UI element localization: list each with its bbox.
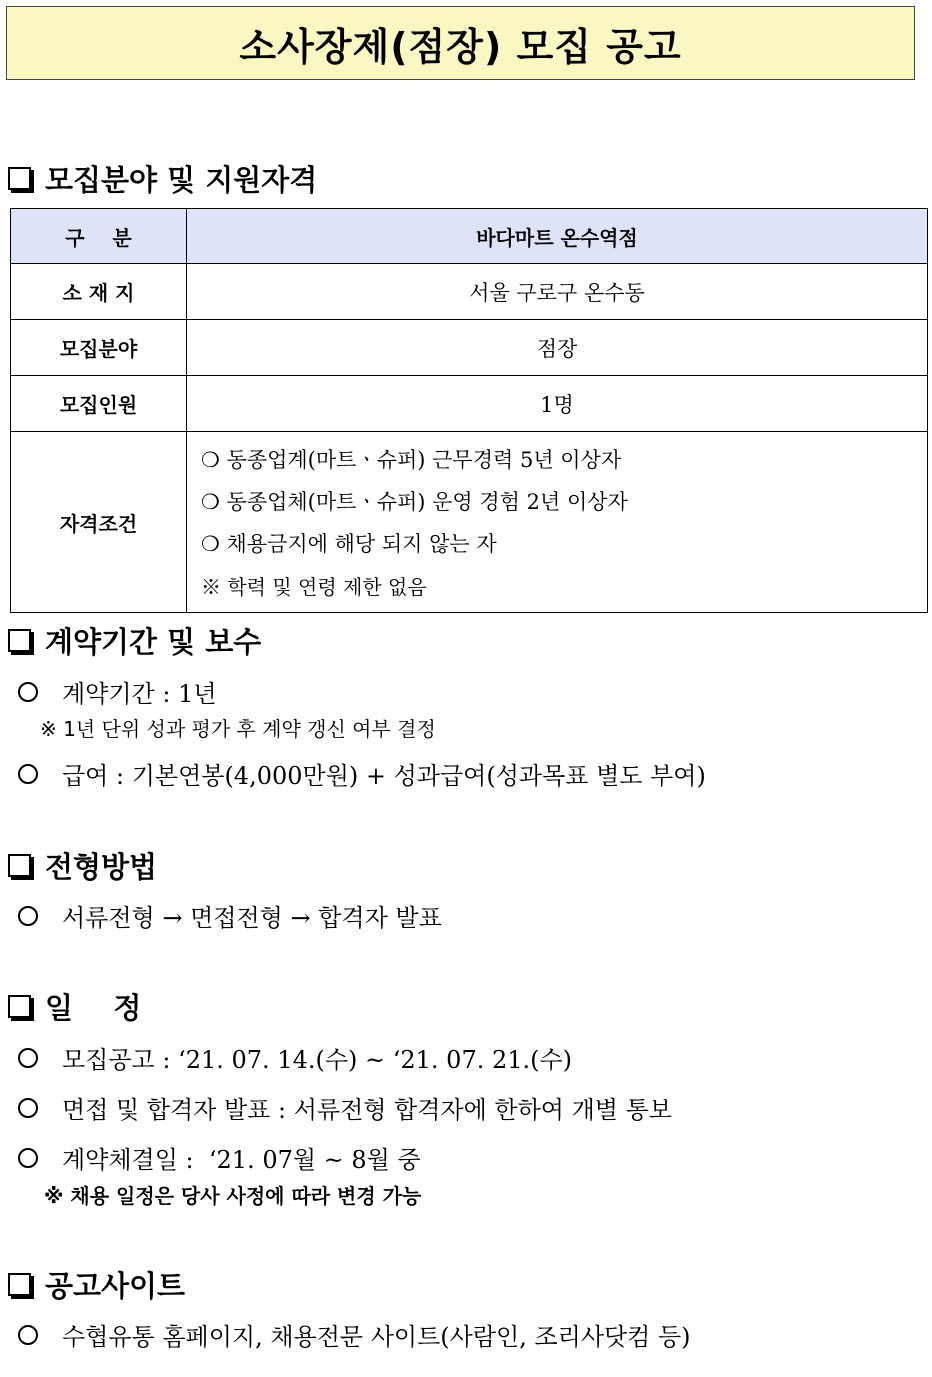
section-heading-process bbox=[6, 847, 157, 883]
schedule-interview-line bbox=[18, 1090, 672, 1125]
table-row bbox=[11, 320, 928, 376]
contract-period-line bbox=[18, 674, 217, 709]
row-value-location: 서울 구로구 온수동 bbox=[187, 264, 928, 320]
checkbox-square-icon bbox=[8, 167, 31, 190]
circle-bullet-icon bbox=[18, 1148, 38, 1168]
contract-period-note: ※ 1년 단위 성과 평가 후 계약 갱신 여부 결정 bbox=[40, 717, 436, 741]
row-label-headcount: 모집인원 bbox=[11, 376, 187, 432]
schedule-posting: 모집공고 : ‘21. 07. 14.(수) ~ ‘21. 07. 21.(수) bbox=[62, 1046, 573, 1074]
section-heading-recruitment bbox=[6, 160, 317, 196]
section-heading-contract bbox=[6, 622, 261, 658]
sites-line bbox=[18, 1317, 691, 1352]
checkbox-square-icon bbox=[8, 629, 31, 652]
circle-bullet-icon bbox=[18, 1048, 38, 1068]
circle-bullet-icon bbox=[18, 682, 38, 702]
section-title: 전형방법 bbox=[45, 849, 158, 884]
schedule-interview: 면접 및 합격자 발표 : 서류전형 합격자에 한하여 개별 통보 bbox=[62, 1096, 672, 1124]
table-row bbox=[11, 264, 928, 320]
process-line bbox=[18, 898, 442, 933]
checkbox-square-icon bbox=[8, 854, 31, 877]
section-heading-sites bbox=[6, 1266, 185, 1302]
circle-bullet-icon bbox=[18, 764, 38, 784]
qualification-item: ❍ 채용금지에 해당 되지 않는 자 bbox=[201, 532, 497, 556]
table-row bbox=[11, 432, 928, 613]
table-header-row bbox=[11, 209, 928, 264]
section-title: 계약기간 및 보수 bbox=[45, 624, 262, 659]
contract-period: 계약기간 : 1년 bbox=[62, 680, 217, 708]
section-heading-schedule bbox=[6, 988, 141, 1024]
table-header-label: 구 분 bbox=[11, 209, 187, 264]
row-label-location: 소 재 지 bbox=[11, 264, 187, 320]
schedule-contract: 계약체결일 : ‘21. 07월 ~ 8월 중 bbox=[62, 1146, 421, 1174]
table-header-value: 바다마트 온수역점 bbox=[187, 209, 928, 264]
schedule-contract-line bbox=[18, 1140, 421, 1175]
row-label-qualifications: 자격조건 bbox=[11, 432, 187, 613]
circle-bullet-icon bbox=[18, 1325, 38, 1345]
qualification-item: ❍ 동종업계(마트ㆍ슈퍼) 근무경력 5년 이상자 bbox=[201, 448, 622, 472]
recruitment-table bbox=[10, 208, 928, 613]
row-label-field: 모집분야 bbox=[11, 320, 187, 376]
schedule-posting-line bbox=[18, 1040, 572, 1075]
section-title: 일 정 bbox=[45, 990, 142, 1025]
section-title: 모집분야 및 지원자격 bbox=[45, 162, 318, 197]
table-row bbox=[11, 376, 928, 432]
qualification-item: ❍ 동종업체(마트ㆍ슈퍼) 운영 경험 2년 이상자 bbox=[201, 490, 628, 514]
section-title: 공고사이트 bbox=[45, 1268, 186, 1303]
checkbox-square-icon bbox=[8, 1273, 31, 1296]
circle-bullet-icon bbox=[18, 906, 38, 926]
schedule-note: ※ 채용 일정은 당사 사정에 따라 변경 가능 bbox=[44, 1184, 422, 1208]
page-title: 소사장제(점장) 모집 공고 bbox=[6, 6, 915, 80]
row-value-field: 점장 bbox=[187, 320, 928, 376]
sites-text: 수협유통 홈페이지, 채용전문 사이트(사람인, 조리사닷컴 등) bbox=[62, 1323, 691, 1351]
row-value-headcount: 1명 bbox=[187, 376, 928, 432]
checkbox-square-icon bbox=[8, 995, 31, 1018]
qualification-note: ※ 학력 및 연령 제한 없음 bbox=[201, 574, 427, 599]
qualifications-cell bbox=[187, 432, 928, 613]
salary-line bbox=[18, 756, 706, 791]
salary: 급여 : 기본연봉(4,000만원) + 성과급여(성과목표 별도 부여) bbox=[62, 762, 706, 790]
process-steps: 서류전형 → 면접전형 → 합격자 발표 bbox=[62, 904, 442, 932]
circle-bullet-icon bbox=[18, 1098, 38, 1118]
